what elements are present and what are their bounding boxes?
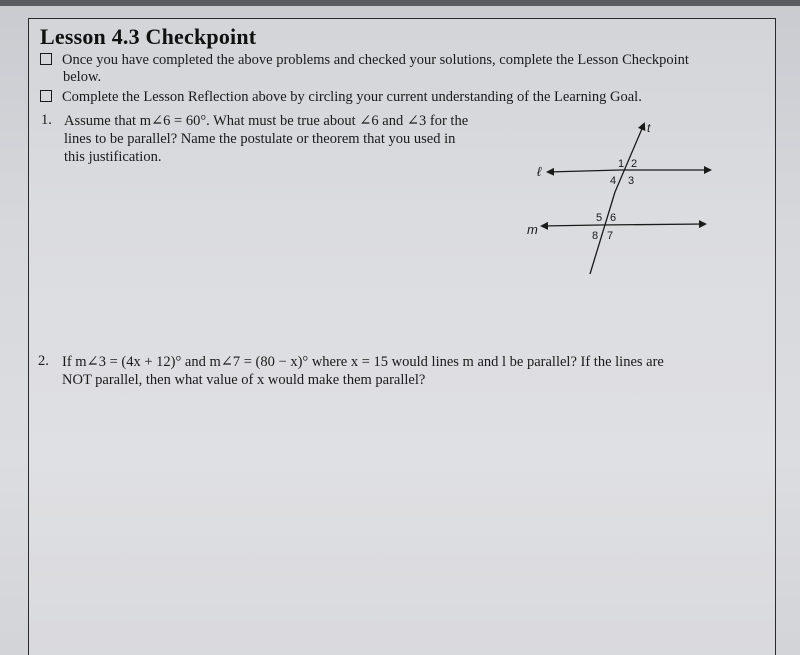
label-line-t: t <box>647 121 651 135</box>
angle-label-4: 4 <box>610 175 617 187</box>
checklist-item-1 <box>40 51 689 69</box>
question-1-text <box>64 112 468 166</box>
checkbox-icon[interactable] <box>40 90 52 102</box>
label-line-m: m <box>527 222 538 237</box>
question-1-line-3: this justification. <box>64 149 162 165</box>
angle-label-3: 3 <box>628 175 635 187</box>
angle-label-1: 1 <box>618 158 625 170</box>
angle-label-5: 5 <box>596 212 603 224</box>
question-2-line-2: NOT parallel, then what value of x would make them parallel? <box>62 372 426 388</box>
question-2-text <box>62 353 664 389</box>
question-1-line-1: Assume that m∠6 = 60°. What must be true about ∠6 and ∠3 for the <box>64 113 469 129</box>
label-line-l: ℓ <box>537 164 542 179</box>
angle-label-6: 6 <box>610 212 617 224</box>
angle-label-7: 7 <box>607 230 614 242</box>
checklist-item-1-text: Once you have completed the above problems and checked your solutions, complete the Lesson Checkpoint <box>62 52 689 68</box>
question-1-line-2: lines to be parallel? Name the postulate or theorem that you used in <box>64 131 456 147</box>
checklist-item-2 <box>40 88 642 106</box>
checklist-item-2-text: Complete the Lesson Reflection above by circling your current understanding of the Learning Goal. <box>62 89 642 105</box>
question-1-number: 1. <box>41 112 52 128</box>
angle-label-8: 8 <box>592 230 599 242</box>
line-m-right <box>600 224 705 225</box>
question-2-number: 2. <box>38 353 49 369</box>
checkbox-icon[interactable] <box>40 53 52 65</box>
line-l-left <box>548 170 620 172</box>
line-m-left <box>542 225 600 226</box>
top-edge <box>0 0 800 6</box>
checklist-item-1-continuation: below. <box>63 69 102 85</box>
question-2-line-1: If m∠3 = (4x + 12)° and m∠7 = (80 − x)° where x = 15 would lines m and l be parallel? If the lines are <box>62 354 664 370</box>
lesson-title: Lesson 4.3 Checkpoint <box>40 24 257 49</box>
angle-label-2: 2 <box>631 158 638 170</box>
parallel-lines-diagram <box>520 112 720 282</box>
